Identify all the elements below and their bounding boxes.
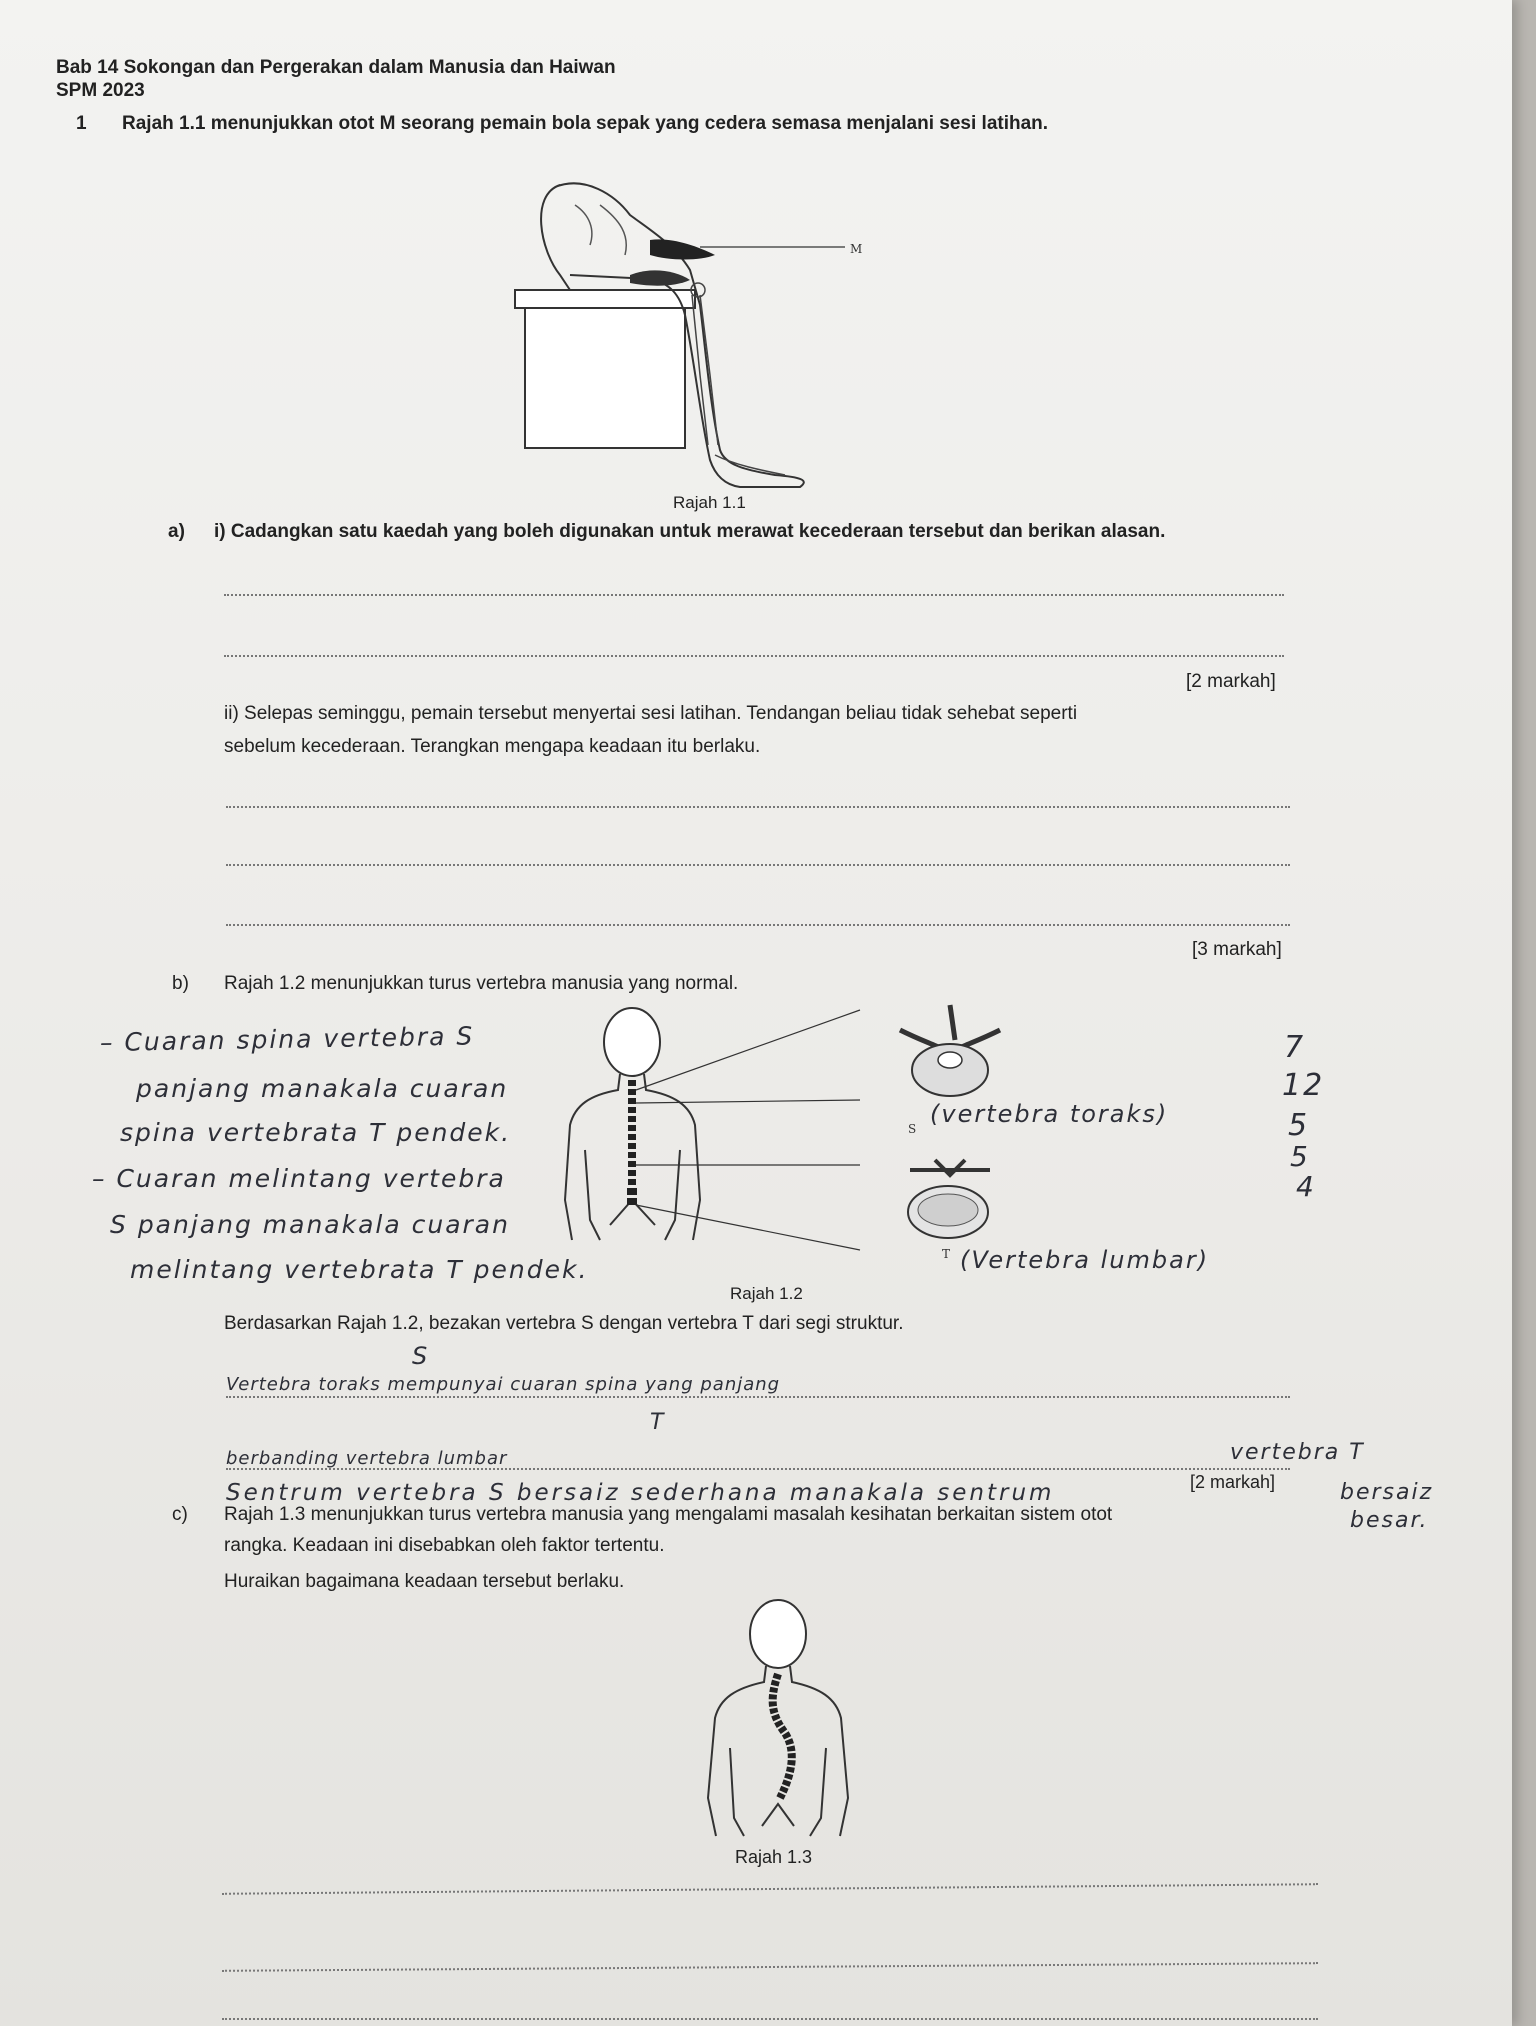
caption-rajah-1-3: Rajah 1.3	[735, 1847, 813, 1867]
figure-1-1	[500, 175, 863, 495]
handwritten-note: S panjang manakala cuaran	[110, 1210, 510, 1239]
label-s: S	[908, 1122, 917, 1136]
label-m: M	[850, 242, 863, 256]
part-b-label: b)	[172, 973, 189, 994]
handwritten-answer-mark-t: T	[650, 1410, 666, 1435]
exam-label: SPM 2023	[56, 80, 145, 101]
handwritten-note: melintang vertebrata T pendek.	[130, 1255, 589, 1284]
answer-line[interactable]	[224, 655, 1284, 657]
part-c-stem-line2: rangka. Keadaan ini disebabkan oleh faktor tertentu.	[224, 1535, 665, 1556]
caption-rajah-1-1: Rajah 1.1	[673, 493, 746, 512]
figure-1-2	[560, 1000, 1020, 1290]
handwritten-number: 12	[1282, 1068, 1325, 1103]
part-b-stem: Rajah 1.2 menunjukkan turus vertebra manusia yang normal.	[224, 973, 739, 994]
figure-1-3	[700, 1598, 880, 1848]
part-a-ii-question-line2: sebelum kecederaan. Terangkan mengapa keadaan itu berlaku.	[224, 736, 761, 757]
answer-line[interactable]	[226, 924, 1290, 926]
caption-rajah-1-2: Rajah 1.2	[730, 1284, 803, 1303]
handwritten-answer-mark-s: S	[412, 1342, 430, 1370]
handwritten-answer: berbanding vertebra lumbar	[226, 1448, 508, 1469]
marks-b: [2 markah]	[1190, 1472, 1276, 1492]
handwritten-number: 7	[1284, 1030, 1306, 1065]
answer-line[interactable]	[222, 1883, 1318, 1895]
question-stem: Rajah 1.1 menunjukkan otot M seorang pemain bola sepak yang cedera semasa menjalani sesi latihan.	[122, 113, 1049, 134]
chapter-title: Bab 14 Sokongan dan Pergerakan dalam Manusia dan Haiwan	[56, 57, 616, 78]
answer-line[interactable]	[224, 594, 1284, 596]
answer-line[interactable]	[226, 1468, 1290, 1470]
answer-line[interactable]	[226, 864, 1290, 866]
handwritten-label-s: (vertebra toraks)	[930, 1100, 1169, 1128]
handwritten-label-t: (Vertebra lumbar)	[960, 1246, 1210, 1274]
label-t: T	[942, 1247, 951, 1261]
handwritten-note: panjang manakala cuaran	[136, 1074, 509, 1103]
handwritten-note: – Cuaran melintang vertebra	[92, 1164, 506, 1193]
marks-a-ii: [3 markah]	[1192, 939, 1282, 960]
part-b-instruction: Berdasarkan Rajah 1.2, bezakan vertebra S dengan vertebra T dari segi struktur.	[224, 1313, 904, 1334]
answer-line[interactable]	[226, 1396, 1290, 1398]
answer-line[interactable]	[226, 806, 1290, 808]
part-c-instruction: Huraikan bagaimana keadaan tersebut berlaku.	[224, 1571, 625, 1592]
handwritten-number: 5	[1288, 1108, 1310, 1143]
question-number: 1	[76, 113, 87, 134]
marks-a-i: [2 markah]	[1186, 671, 1276, 692]
part-c-stem-line1: Rajah 1.3 menunjukkan turus vertebra manusia yang mengalami masalah kesihatan berkaitan sistem otot	[224, 1504, 1113, 1525]
part-a-label: a)	[168, 521, 185, 542]
handwritten-answer: besar.	[1350, 1508, 1429, 1533]
answer-line[interactable]	[222, 1962, 1318, 1972]
handwritten-answer: Sentrum vertebra S bersaiz sederhana manakala sentrum	[226, 1480, 1055, 1506]
handwritten-number: 4	[1296, 1170, 1316, 1203]
part-a-ii-question-line1: ii) Selepas seminggu, pemain tersebut menyertai sesi latihan. Tendangan beliau tidak sehebat seperti	[224, 703, 1078, 724]
handwritten-answer: bersaiz	[1340, 1480, 1434, 1505]
handwritten-note: – Cuaran spina vertebra S	[99, 1021, 475, 1057]
handwritten-answer: vertebra T	[1230, 1440, 1365, 1465]
handwritten-number: 5	[1290, 1140, 1310, 1173]
handwritten-note: spina vertebrata T pendek.	[120, 1118, 512, 1147]
handwritten-answer: Vertebra toraks mempunyai cuaran spina yang panjang	[226, 1374, 781, 1395]
part-c-label: c)	[172, 1504, 188, 1525]
part-a-i-question: i) Cadangkan satu kaedah yang boleh digunakan untuk merawat kecederaan tersebut dan berikan alasan.	[214, 521, 1166, 542]
answer-line[interactable]	[222, 2018, 1318, 2020]
